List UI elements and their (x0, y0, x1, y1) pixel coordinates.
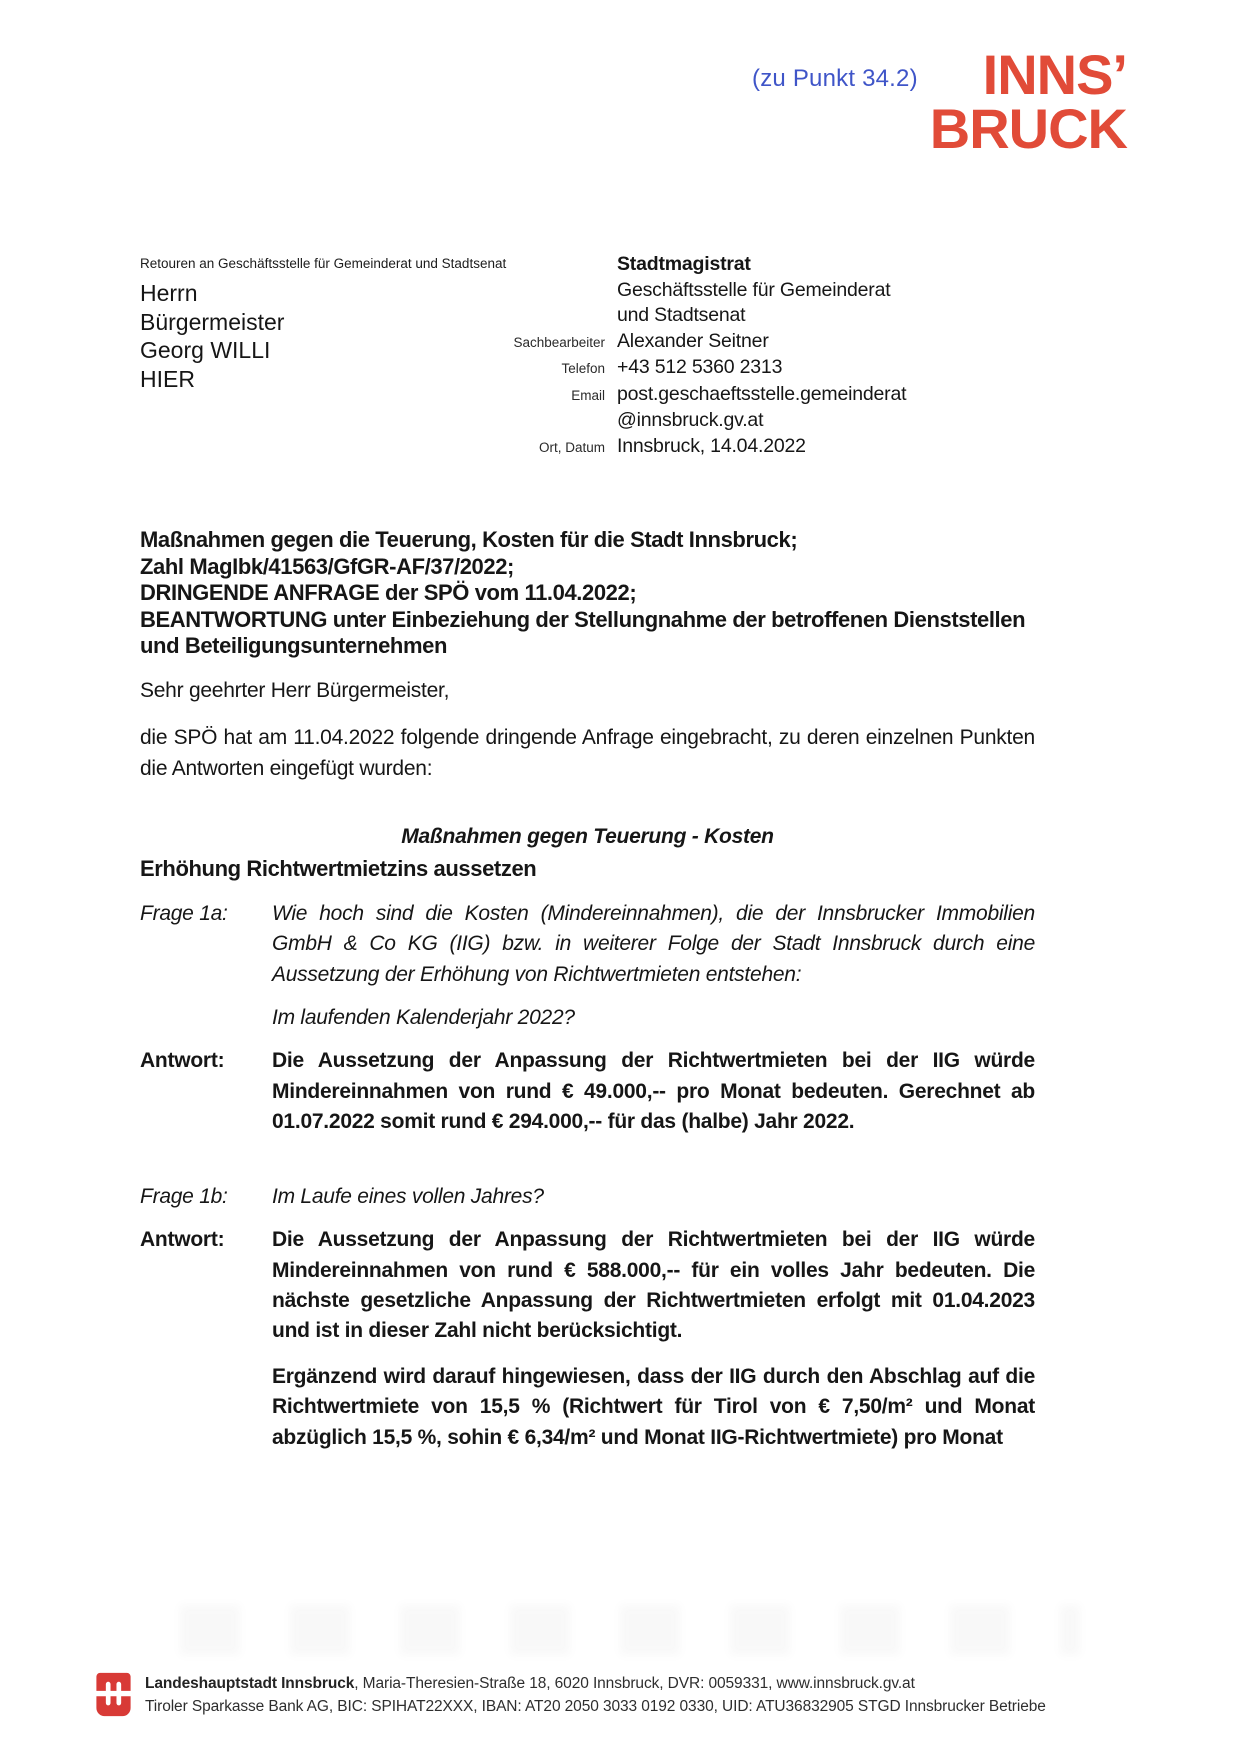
question-1a-label: Frage 1a: (140, 901, 228, 925)
sender-info-block (478, 252, 1043, 460)
footer-line-1 (145, 1672, 1046, 1695)
answer-1b-row (140, 1225, 1035, 1453)
sender-office-name: Stadtmagistrat (617, 253, 751, 275)
sender-contact-person: Alexander Seitner (617, 329, 769, 352)
page-footer (95, 1672, 1046, 1718)
intro-paragraph: die SPÖ hat am 11.04.2022 folgende dringende Anfrage eingebracht, zu deren einzelnen Punkten die Antworten eingefügt wurden: (140, 726, 1035, 780)
answer-1a-body (272, 1046, 1035, 1137)
scan-artifact (180, 1605, 1080, 1655)
logo-line-1: INNS’ (982, 43, 1127, 106)
salutation: Sehr geehrter Herr Bürgermeister, (140, 679, 450, 702)
subject-line: Maßnahmen gegen die Teuerung, Kosten für die Stadt Innsbruck; (140, 527, 798, 552)
footer-line-2: Tiroler Sparkasse Bank AG, BIC: SPIHAT22XXX, IBAN: AT20 2050 3033 0192 0330, UID: ATU36832905 STGD Innsbrucker Betriebe (145, 1698, 1046, 1715)
question-1a-row (140, 899, 1035, 1034)
logo-line-2: BRUCK (929, 97, 1127, 160)
sender-field-label: Sachbearbeiter (513, 334, 605, 350)
answer-1b-body (272, 1225, 1035, 1453)
return-address-note: Retouren an Geschäftsstelle für Gemeinderat und Stadtsenat (140, 256, 507, 271)
subject-line: und Beteiligungsunternehmen (140, 633, 447, 658)
footer-city-name: Landeshauptstadt Innsbruck (145, 1675, 355, 1692)
recipient-line: HIER (140, 365, 195, 392)
recipient-line: Bürgermeister (140, 308, 285, 335)
subject-block (140, 527, 1035, 660)
question-1b-body (272, 1182, 1035, 1212)
sender-phone: +43 512 5360 2313 (617, 356, 783, 378)
sender-field-label: Telefon (561, 361, 605, 376)
question-1a-subquestion: Im laufenden Kalenderjahr 2022? (272, 1005, 575, 1029)
answer-1a-text: Die Aussetzung der Anpassung der Richtwertmieten bei der IIG würde Mindereinnahmen von rund € 49.000,-- pro Monat bedeuten. Gerechnet ab 01.07.2022 somit rund € 294.000,-- für das (halbe) Jahr 2022. (272, 1049, 1035, 1134)
sender-office-line: und Stadtsenat (617, 304, 746, 326)
question-1a-text: Wie hoch sind die Kosten (Mindereinnahmen), die der Innsbrucker Immobilien GmbH & Co KG (IIG) bzw. in weiterer Folge der Stadt Innsbruck durch eine Aussetzung der Erhöhung von Richtwertmieten entstehen: (272, 901, 1035, 986)
page-header (752, 43, 1127, 160)
sender-field-label: Ort, Datum (538, 439, 605, 455)
subject-line: Zahl MagIbk/41563/GfGR-AF/37/2022; (140, 553, 514, 579)
recipient-line: Georg WILLI (140, 337, 271, 363)
subject-line: BEANTWORTUNG unter Einbeziehung der Stellungnahme der betroffenen Dienststellen (140, 606, 1026, 632)
recipient-address-block (140, 256, 506, 393)
sender-email-part1: post.geschaeftsstelle.gemeinderat (617, 382, 907, 405)
sender-field-label: Email (571, 387, 605, 403)
question-1b-label: Frage 1b: (140, 1184, 228, 1208)
question-1b-row (140, 1182, 1035, 1212)
sender-email-part2: @innsbruck.gv.at (617, 409, 764, 431)
agenda-point-reference: (zu Punkt 34.2) (752, 65, 918, 92)
subject-line: DRINGENDE ANFRAGE der SPÖ vom 11.04.2022; (140, 580, 637, 605)
innsbruck-logo (929, 43, 1127, 160)
answer-1a-label: Antwort: (140, 1049, 225, 1073)
letter-body (140, 676, 1035, 1453)
answer-1a-row (140, 1046, 1035, 1137)
section-heading: Erhöhung Richtwertmietzins aussetzen (140, 855, 537, 881)
innsbruck-coat-of-arms-icon (95, 1672, 132, 1717)
question-1b-text: Im Laufe eines vollen Jahres? (272, 1184, 544, 1208)
footer-address: , Maria-Theresien-Straße 18, 6020 Innsbruck, DVR: 0059331, www.innsbruck.gv.at (354, 1675, 915, 1692)
answer-1b-text: Die Aussetzung der Anpassung der Richtwertmieten bei der IIG würde Mindereinnahmen von rund € 588.000,-- für ein volles Jahr bedeuten. Die nächste gesetzliche Anpassung der Richtwertmieten erfolgt mit 01.04.2023 und ist in dieser Zahl nicht berücksichtigt. (272, 1228, 1035, 1343)
sender-office-line: Geschäftsstelle für Gemeinderat (617, 278, 891, 301)
footer-text (145, 1672, 1046, 1718)
question-1a-body (272, 899, 1035, 1034)
answer-1b-label: Antwort: (140, 1228, 225, 1252)
document-title: Maßnahmen gegen Teuerung - Kosten (401, 825, 774, 849)
sender-place-date: Innsbruck, 14.04.2022 (617, 434, 806, 457)
recipient-line: Herrn (140, 280, 198, 306)
answer-1b-text-2: Ergänzend wird darauf hingewiesen, dass der IIG durch den Abschlag auf die Richtwertmiete von 15,5 % (Richtwert für Tirol von € 7,50/m² und Monat abzüglich 15,5 %, sohin € 6,34/m² und Monat IIG-Richtwertmiete) pro Monat (272, 1364, 1035, 1449)
